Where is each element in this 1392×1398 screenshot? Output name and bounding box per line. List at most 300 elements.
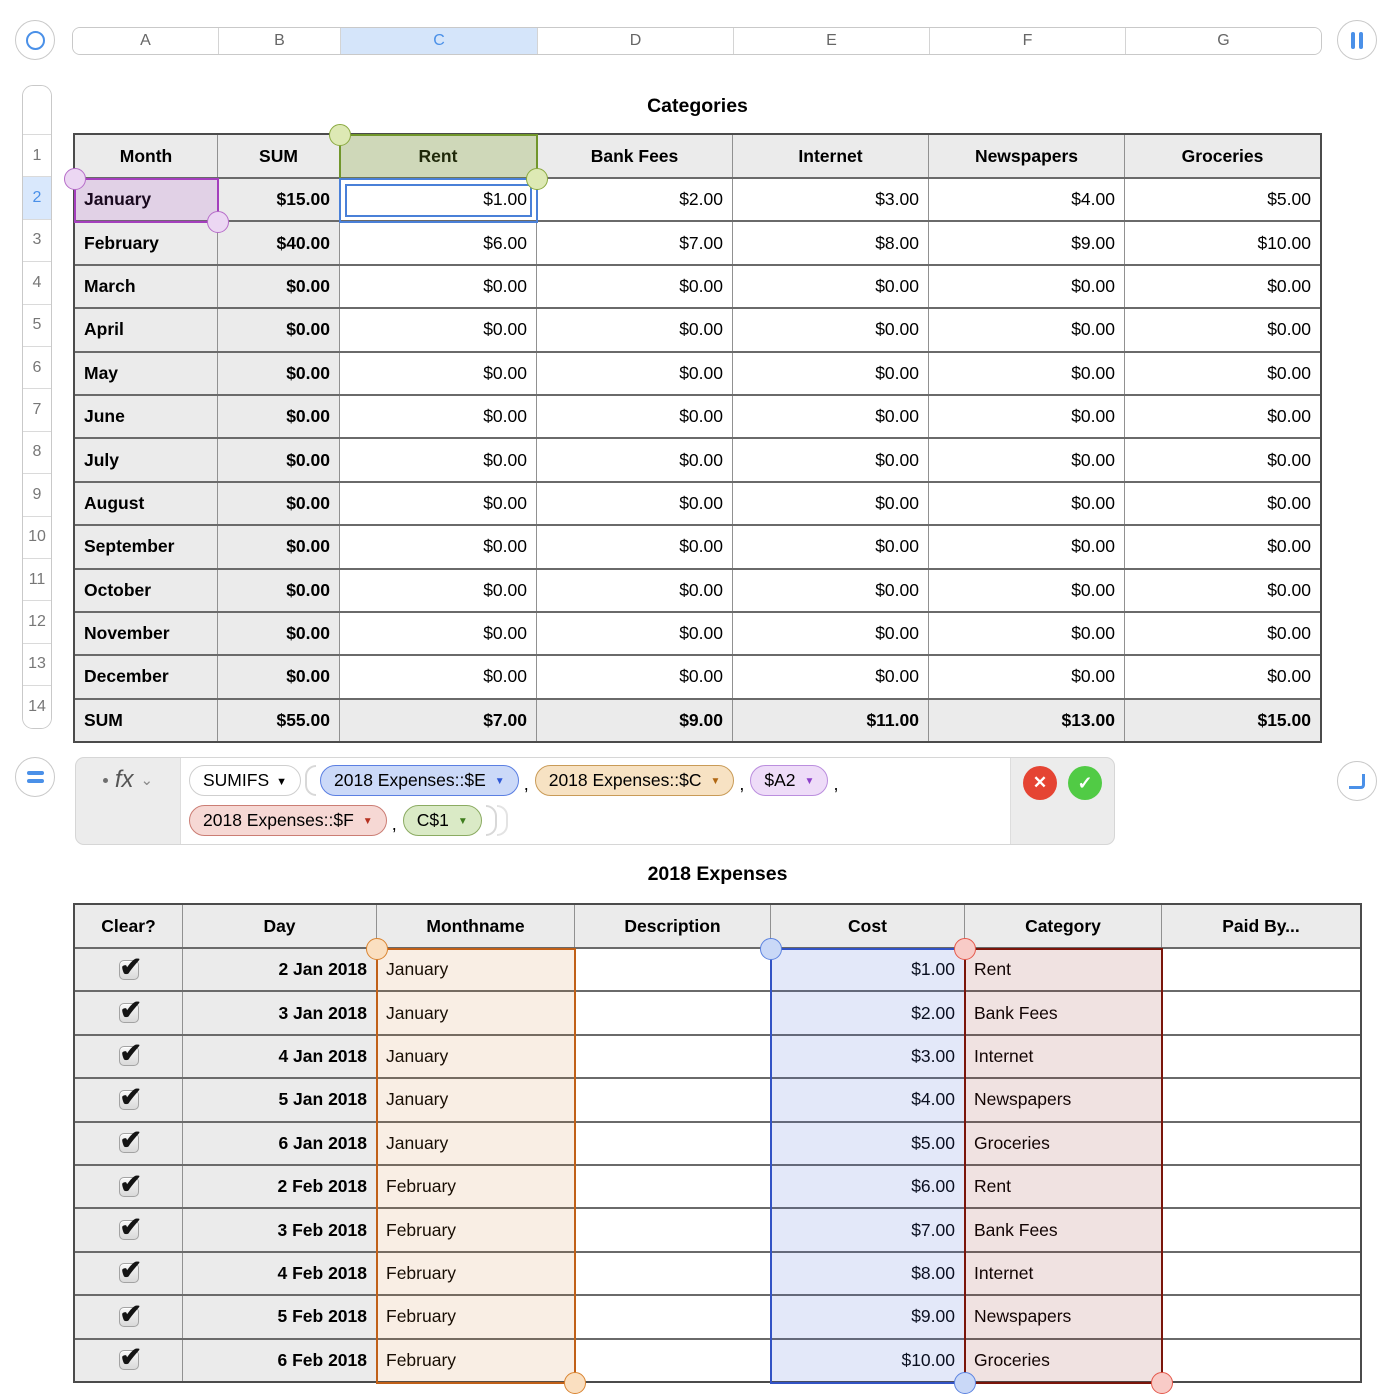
categories-row <box>75 266 1320 309</box>
monthname-cell[interactable]: January <box>377 949 575 990</box>
expenses-row <box>75 1079 1360 1122</box>
monthname-cell[interactable]: January <box>377 1123 575 1164</box>
newspapers-cell[interactable]: $0.00 <box>929 483 1125 524</box>
column-header-c[interactable]: C <box>341 28 538 54</box>
description-cell[interactable] <box>575 1209 771 1250</box>
dropdown-caret-icon: ▼ <box>457 816 468 827</box>
groceries-header[interactable]: Groceries <box>1125 135 1320 177</box>
newspapers-cell[interactable]: $9.00 <box>929 222 1125 263</box>
formula-line-1 <box>189 765 1002 796</box>
formula-editor <box>75 757 1115 845</box>
row-header-cell[interactable] <box>23 86 51 135</box>
row-header-cell[interactable]: 11 <box>23 559 51 601</box>
clear-checkbox[interactable]: ✔ <box>119 1342 143 1373</box>
sum-header[interactable]: SUM <box>218 135 340 177</box>
bank-fees-cell[interactable]: $0.00 <box>537 353 733 394</box>
groceries-cell[interactable]: $0.00 <box>1125 656 1320 697</box>
paid-by-cell[interactable] <box>1162 1296 1360 1337</box>
clear-cell[interactable] <box>75 1253 183 1294</box>
criteria-2-token[interactable] <box>403 805 482 836</box>
rent-cell[interactable]: $0.00 <box>340 353 537 394</box>
clear-header[interactable]: Clear? <box>75 905 183 947</box>
rent-cell[interactable]: $6.00 <box>340 222 537 263</box>
add-row-button[interactable] <box>15 757 55 797</box>
paid-by-cell[interactable] <box>1162 949 1360 990</box>
bank-fees-header[interactable]: Bank Fees <box>537 135 733 177</box>
rent-cell[interactable]: $0.00 <box>340 613 537 654</box>
expenses-row <box>75 1166 1360 1209</box>
column-header-f[interactable]: F <box>930 28 1126 54</box>
paid-by-cell[interactable] <box>1162 1253 1360 1294</box>
selection-handle-blue-top-left[interactable] <box>760 938 782 960</box>
category-cell[interactable]: Rent <box>965 949 1162 990</box>
selection-handle-green-bottom-right[interactable] <box>526 168 548 190</box>
selection-handle-orange-bottom-right[interactable] <box>564 1372 586 1394</box>
monthname-cell[interactable]: January <box>377 1079 575 1120</box>
row-header-cell[interactable]: 14 <box>23 686 51 728</box>
row-header-cell[interactable]: 2 <box>23 177 51 219</box>
formula-input-area[interactable] <box>180 758 1011 844</box>
clear-cell[interactable] <box>75 1123 183 1164</box>
monthname-cell[interactable]: February <box>377 1340 575 1381</box>
category-header[interactable]: Category <box>965 905 1162 947</box>
month-cell[interactable]: May <box>75 353 218 394</box>
row-header <box>23 474 51 516</box>
clear-checkbox[interactable]: ✔ <box>119 951 143 982</box>
newspapers-cell[interactable]: $0.00 <box>929 439 1125 480</box>
cost-cell[interactable]: $1.00 <box>771 949 965 990</box>
clear-cell[interactable] <box>75 1340 183 1381</box>
description-cell[interactable] <box>575 992 771 1033</box>
row-header-cell[interactable]: 12 <box>23 601 51 643</box>
column-header-b[interactable]: B <box>219 28 341 54</box>
groceries-cell[interactable]: $0.00 <box>1125 353 1320 394</box>
clear-checkbox[interactable]: ✔ <box>119 1125 143 1156</box>
bank-fees-cell[interactable]: $0.00 <box>537 439 733 480</box>
monthname-cell[interactable]: January <box>377 1036 575 1077</box>
sum-cell[interactable]: $40.00 <box>218 222 340 263</box>
bank-fees-cell[interactable]: $0.00 <box>537 526 733 567</box>
clear-checkbox[interactable]: ✔ <box>119 1255 143 1286</box>
rent-cell[interactable]: $0.00 <box>340 526 537 567</box>
internet-total-cell[interactable]: $11.00 <box>733 700 929 741</box>
description-cell[interactable] <box>575 1253 771 1294</box>
rent-cell[interactable]: $0.00 <box>340 266 537 307</box>
monthname-cell[interactable]: February <box>377 1253 575 1294</box>
formula-actions <box>1011 758 1114 844</box>
expenses-row <box>75 1123 1360 1166</box>
day-cell[interactable]: 2 Jan 2018 <box>183 949 377 990</box>
month-cell[interactable]: June <box>75 396 218 437</box>
category-cell[interactable]: Groceries <box>965 1340 1162 1381</box>
token-label: 2018 Expenses::$F <box>203 810 354 830</box>
selection-handle-purple-bottom-right[interactable] <box>207 211 229 233</box>
category-cell[interactable]: Internet <box>965 1253 1162 1294</box>
clear-cell[interactable] <box>75 1296 183 1337</box>
rent-cell[interactable]: $0.00 <box>340 309 537 350</box>
cost-cell[interactable]: $8.00 <box>771 1253 965 1294</box>
rent-cell[interactable]: $0.00 <box>340 570 537 611</box>
sum-cell[interactable]: $15.00 <box>218 179 340 220</box>
internet-cell[interactable]: $0.00 <box>733 353 929 394</box>
close-paren-icon <box>497 805 508 836</box>
row-header <box>23 517 51 559</box>
month-cell[interactable]: October <box>75 570 218 611</box>
cost-cell[interactable]: $9.00 <box>771 1296 965 1337</box>
row-header <box>23 559 51 601</box>
categories-row <box>75 179 1320 222</box>
newspapers-cell[interactable]: $0.00 <box>929 613 1125 654</box>
bank-fees-cell[interactable]: $0.00 <box>537 656 733 697</box>
day-cell[interactable]: 6 Feb 2018 <box>183 1340 377 1381</box>
column-header-strip <box>72 27 1322 55</box>
sum-cell[interactable]: $0.00 <box>218 526 340 567</box>
description-cell[interactable] <box>575 1166 771 1207</box>
categories-footer-row <box>75 700 1320 741</box>
cost-cell[interactable]: $4.00 <box>771 1079 965 1120</box>
column-bars-icon <box>1351 32 1363 49</box>
month-cell[interactable]: August <box>75 483 218 524</box>
categories-table-title: Categories <box>647 95 748 117</box>
selection-handle-blue-bottom-right[interactable] <box>954 1372 976 1394</box>
cost-cell[interactable]: $3.00 <box>771 1036 965 1077</box>
internet-cell[interactable]: $0.00 <box>733 656 929 697</box>
row-header-cell[interactable]: 9 <box>23 474 51 516</box>
circle-icon <box>26 31 45 50</box>
month-cell[interactable]: July <box>75 439 218 480</box>
month-cell[interactable]: December <box>75 656 218 697</box>
clear-cell[interactable] <box>75 1036 183 1077</box>
token-label: 2018 Expenses::$E <box>334 770 486 790</box>
day-header[interactable]: Day <box>183 905 377 947</box>
month-cell[interactable]: April <box>75 309 218 350</box>
newspapers-total-cell[interactable]: $13.00 <box>929 700 1125 741</box>
row-header-cell[interactable]: 1 <box>23 135 51 177</box>
rent-cell[interactable]: $0.00 <box>340 439 537 480</box>
sum-cell[interactable]: $0.00 <box>218 266 340 307</box>
cost-cell[interactable]: $5.00 <box>771 1123 965 1164</box>
paid-by-cell[interactable] <box>1162 1166 1360 1207</box>
row-header <box>23 86 51 135</box>
newspapers-cell[interactable]: $0.00 <box>929 526 1125 567</box>
formula-line-2 <box>189 805 1002 836</box>
sum-total-cell[interactable]: $55.00 <box>218 700 340 741</box>
resize-table-button[interactable] <box>1337 761 1377 801</box>
newspapers-cell[interactable]: $0.00 <box>929 570 1125 611</box>
categories-row <box>75 613 1320 656</box>
paid-by-cell[interactable] <box>1162 1123 1360 1164</box>
dot-icon <box>103 778 108 783</box>
sum-cell[interactable]: $0.00 <box>218 483 340 524</box>
paid-by-cell[interactable] <box>1162 992 1360 1033</box>
row-header-cell[interactable]: 13 <box>23 644 51 686</box>
function-name: SUMIFS <box>203 770 270 790</box>
column-header-a[interactable]: A <box>73 28 219 54</box>
column-header-e[interactable]: E <box>734 28 930 54</box>
day-cell[interactable]: 6 Jan 2018 <box>183 1123 377 1164</box>
clear-checkbox[interactable]: ✔ <box>119 1212 143 1243</box>
internet-cell[interactable]: $0.00 <box>733 483 929 524</box>
clear-checkbox[interactable]: ✔ <box>119 1081 143 1112</box>
expenses-header-row <box>75 905 1360 949</box>
monthname-header[interactable]: Monthname <box>377 905 575 947</box>
clear-checkbox[interactable]: ✔ <box>119 1038 143 1069</box>
categories-row <box>75 309 1320 352</box>
bank-fees-cell[interactable]: $0.00 <box>537 613 733 654</box>
sum-range-token[interactable] <box>320 765 519 796</box>
row-header-cell[interactable]: 10 <box>23 517 51 559</box>
accept-formula-button[interactable]: ✓ <box>1068 766 1102 800</box>
token-label: $A2 <box>764 770 796 790</box>
monthname-cell[interactable]: February <box>377 1166 575 1207</box>
token-label: C$1 <box>416 810 449 830</box>
row-header <box>23 389 51 431</box>
categories-row <box>75 526 1320 569</box>
groceries-cell[interactable]: $10.00 <box>1125 222 1320 263</box>
expenses-row <box>75 1209 1360 1252</box>
row-header <box>23 347 51 389</box>
internet-cell[interactable]: $3.00 <box>733 179 929 220</box>
row-header <box>23 644 51 686</box>
internet-cell[interactable]: $0.00 <box>733 266 929 307</box>
close-paren-icon <box>486 805 497 836</box>
cost-cell[interactable]: $7.00 <box>771 1209 965 1250</box>
add-column-button[interactable] <box>1337 20 1377 60</box>
sum-cell[interactable]: $0.00 <box>218 570 340 611</box>
paid-by-cell[interactable] <box>1162 1209 1360 1250</box>
bank-fees-cell[interactable]: $7.00 <box>537 222 733 263</box>
newspapers-cell[interactable]: $0.00 <box>929 396 1125 437</box>
row-header <box>23 601 51 643</box>
groceries-cell[interactable]: $0.00 <box>1125 309 1320 350</box>
day-cell[interactable]: 5 Jan 2018 <box>183 1079 377 1120</box>
groceries-cell[interactable]: $0.00 <box>1125 613 1320 654</box>
description-cell[interactable] <box>575 1079 771 1120</box>
day-cell[interactable]: 4 Jan 2018 <box>183 1036 377 1077</box>
clear-checkbox[interactable]: ✔ <box>119 1168 143 1199</box>
newspapers-cell[interactable]: $0.00 <box>929 353 1125 394</box>
category-cell[interactable]: Rent <box>965 1166 1162 1207</box>
bank-fees-cell[interactable]: $0.00 <box>537 266 733 307</box>
monthname-cell[interactable]: January <box>377 992 575 1033</box>
internet-header[interactable]: Internet <box>733 135 929 177</box>
selection-handle-red-top-left[interactable] <box>954 938 976 960</box>
monthname-cell[interactable]: February <box>377 1296 575 1337</box>
description-cell[interactable] <box>575 1296 771 1337</box>
sum-label-cell[interactable]: SUM <box>75 700 218 741</box>
day-cell[interactable]: 3 Feb 2018 <box>183 1209 377 1250</box>
dropdown-caret-icon: ▼ <box>494 776 505 787</box>
groceries-cell[interactable]: $0.00 <box>1125 396 1320 437</box>
day-cell[interactable]: 2 Feb 2018 <box>183 1166 377 1207</box>
newspapers-cell[interactable]: $0.00 <box>929 656 1125 697</box>
expenses-table <box>73 903 1362 1383</box>
selection-handle-red-bottom-right[interactable] <box>1151 1372 1173 1394</box>
groceries-cell[interactable]: $0.00 <box>1125 570 1320 611</box>
fx-menu[interactable] <box>76 758 180 802</box>
groceries-cell[interactable]: $0.00 <box>1125 483 1320 524</box>
function-token[interactable] <box>189 765 301 796</box>
row-header-strip <box>22 85 52 729</box>
cost-header[interactable]: Cost <box>771 905 965 947</box>
column-header-d[interactable]: D <box>538 28 734 54</box>
clear-cell[interactable] <box>75 949 183 990</box>
newspapers-cell[interactable]: $4.00 <box>929 179 1125 220</box>
rent-cell[interactable]: $0.00 <box>340 483 537 524</box>
column-header-row <box>73 28 1321 54</box>
category-cell[interactable]: Internet <box>965 1036 1162 1077</box>
groceries-cell[interactable]: $5.00 <box>1125 179 1320 220</box>
criteria-range-2-token[interactable] <box>189 805 387 836</box>
bank-fees-cell[interactable]: $2.00 <box>537 179 733 220</box>
day-cell[interactable]: 4 Feb 2018 <box>183 1253 377 1294</box>
comma: , <box>391 814 397 834</box>
row-header <box>23 686 51 728</box>
newspapers-cell[interactable]: $0.00 <box>929 266 1125 307</box>
cancel-formula-button[interactable]: ✕ <box>1023 766 1057 800</box>
newspapers-header[interactable]: Newspapers <box>929 135 1125 177</box>
sum-cell[interactable]: $0.00 <box>218 613 340 654</box>
rent-cell[interactable]: $1.00 <box>340 179 537 220</box>
cost-cell[interactable]: $10.00 <box>771 1340 965 1381</box>
expenses-row <box>75 1036 1360 1079</box>
month-cell[interactable]: January <box>75 179 218 220</box>
rent-header[interactable]: Rent <box>340 135 537 177</box>
dropdown-caret-icon: ▼ <box>276 775 288 788</box>
sum-cell[interactable]: $0.00 <box>218 439 340 480</box>
category-cell[interactable]: Groceries <box>965 1123 1162 1164</box>
paid-by-cell[interactable] <box>1162 1340 1360 1381</box>
category-cell[interactable]: Bank Fees <box>965 992 1162 1033</box>
expenses-table-title: 2018 Expenses <box>647 863 788 885</box>
expenses-row <box>75 992 1360 1035</box>
cost-cell[interactable]: $6.00 <box>771 1166 965 1207</box>
clear-cell[interactable] <box>75 1166 183 1207</box>
month-cell[interactable]: November <box>75 613 218 654</box>
paid-by-cell[interactable] <box>1162 1079 1360 1120</box>
newspapers-cell[interactable]: $0.00 <box>929 309 1125 350</box>
selection-handle-green-top-left[interactable] <box>329 124 351 146</box>
clear-cell[interactable] <box>75 1209 183 1250</box>
rent-cell[interactable]: $0.00 <box>340 656 537 697</box>
rent-total-cell[interactable]: $7.00 <box>340 700 537 741</box>
criteria-range-1-token[interactable] <box>535 765 735 796</box>
paid-by-header[interactable]: Paid By... <box>1162 905 1360 947</box>
chevron-down-icon: ⌄ <box>140 772 154 789</box>
row-bars-icon <box>27 771 44 783</box>
row-header <box>23 177 51 219</box>
sum-cell[interactable]: $0.00 <box>218 353 340 394</box>
day-cell[interactable]: 3 Jan 2018 <box>183 992 377 1033</box>
month-cell[interactable]: February <box>75 222 218 263</box>
internet-cell[interactable]: $0.00 <box>733 309 929 350</box>
bank-fees-cell[interactable]: $0.00 <box>537 309 733 350</box>
row-header-cell[interactable]: 6 <box>23 347 51 389</box>
corner-bracket-icon <box>1349 774 1365 789</box>
internet-cell[interactable]: $0.00 <box>733 613 929 654</box>
row-header-cell[interactable]: 4 <box>23 262 51 304</box>
description-cell[interactable] <box>575 1340 771 1381</box>
row-header <box>23 432 51 474</box>
row-header <box>23 135 51 177</box>
fx-icon: fx <box>114 766 134 793</box>
dropdown-caret-icon: ▼ <box>804 776 815 787</box>
bank-fees-cell[interactable]: $0.00 <box>537 483 733 524</box>
monthname-cell[interactable]: February <box>377 1209 575 1250</box>
groceries-cell[interactable]: $0.00 <box>1125 526 1320 567</box>
column-header-g[interactable]: G <box>1126 28 1321 54</box>
sum-cell[interactable]: $0.00 <box>218 309 340 350</box>
clear-cell[interactable] <box>75 992 183 1033</box>
row-header-cell[interactable]: 5 <box>23 305 51 347</box>
cost-cell[interactable]: $2.00 <box>771 992 965 1033</box>
internet-cell[interactable]: $0.00 <box>733 396 929 437</box>
bank-fees-total-cell[interactable]: $9.00 <box>537 700 733 741</box>
open-paren-icon <box>305 765 316 796</box>
internet-cell[interactable]: $8.00 <box>733 222 929 263</box>
month-cell[interactable]: March <box>75 266 218 307</box>
description-cell[interactable] <box>575 1036 771 1077</box>
description-header[interactable]: Description <box>575 905 771 947</box>
bank-fees-cell[interactable]: $0.00 <box>537 570 733 611</box>
category-cell[interactable]: Newspapers <box>965 1296 1162 1337</box>
sum-cell[interactable]: $0.00 <box>218 656 340 697</box>
internet-cell[interactable]: $0.00 <box>733 526 929 567</box>
table-select-all-button[interactable] <box>15 20 55 60</box>
categories-row <box>75 570 1320 613</box>
token-label: 2018 Expenses::$C <box>548 770 702 790</box>
month-cell[interactable]: September <box>75 526 218 567</box>
comma: , <box>833 774 839 794</box>
row-header <box>23 262 51 304</box>
internet-cell[interactable]: $0.00 <box>733 570 929 611</box>
groceries-total-cell[interactable]: $15.00 <box>1125 700 1320 741</box>
groceries-cell[interactable]: $0.00 <box>1125 439 1320 480</box>
row-header-cell[interactable]: 3 <box>23 220 51 262</box>
row-header-cell[interactable]: 7 <box>23 389 51 431</box>
clear-checkbox[interactable]: ✔ <box>119 995 143 1026</box>
description-cell[interactable] <box>575 949 771 990</box>
bank-fees-cell[interactable]: $0.00 <box>537 396 733 437</box>
rent-cell[interactable]: $0.00 <box>340 396 537 437</box>
paid-by-cell[interactable] <box>1162 1036 1360 1077</box>
internet-cell[interactable]: $0.00 <box>733 439 929 480</box>
day-cell[interactable]: 5 Feb 2018 <box>183 1296 377 1337</box>
categories-table <box>73 133 1322 743</box>
categories-row <box>75 439 1320 482</box>
categories-row <box>75 353 1320 396</box>
selection-handle-purple-top-left[interactable] <box>64 168 86 190</box>
month-header[interactable]: Month <box>75 135 218 177</box>
groceries-cell[interactable]: $0.00 <box>1125 266 1320 307</box>
selection-handle-orange-top-left[interactable] <box>366 938 388 960</box>
categories-row <box>75 396 1320 439</box>
category-cell[interactable]: Newspapers <box>965 1079 1162 1120</box>
description-cell[interactable] <box>575 1123 771 1164</box>
row-header-cell[interactable]: 8 <box>23 432 51 474</box>
clear-cell[interactable] <box>75 1079 183 1120</box>
categories-row <box>75 656 1320 699</box>
categories-row <box>75 483 1320 526</box>
category-cell[interactable]: Bank Fees <box>965 1209 1162 1250</box>
criteria-1-token[interactable] <box>750 765 828 796</box>
sum-cell[interactable]: $0.00 <box>218 396 340 437</box>
categories-header-row <box>75 135 1320 179</box>
dropdown-caret-icon: ▼ <box>710 776 721 787</box>
clear-checkbox[interactable]: ✔ <box>119 1298 143 1329</box>
row-header <box>23 305 51 347</box>
comma: , <box>523 774 529 794</box>
